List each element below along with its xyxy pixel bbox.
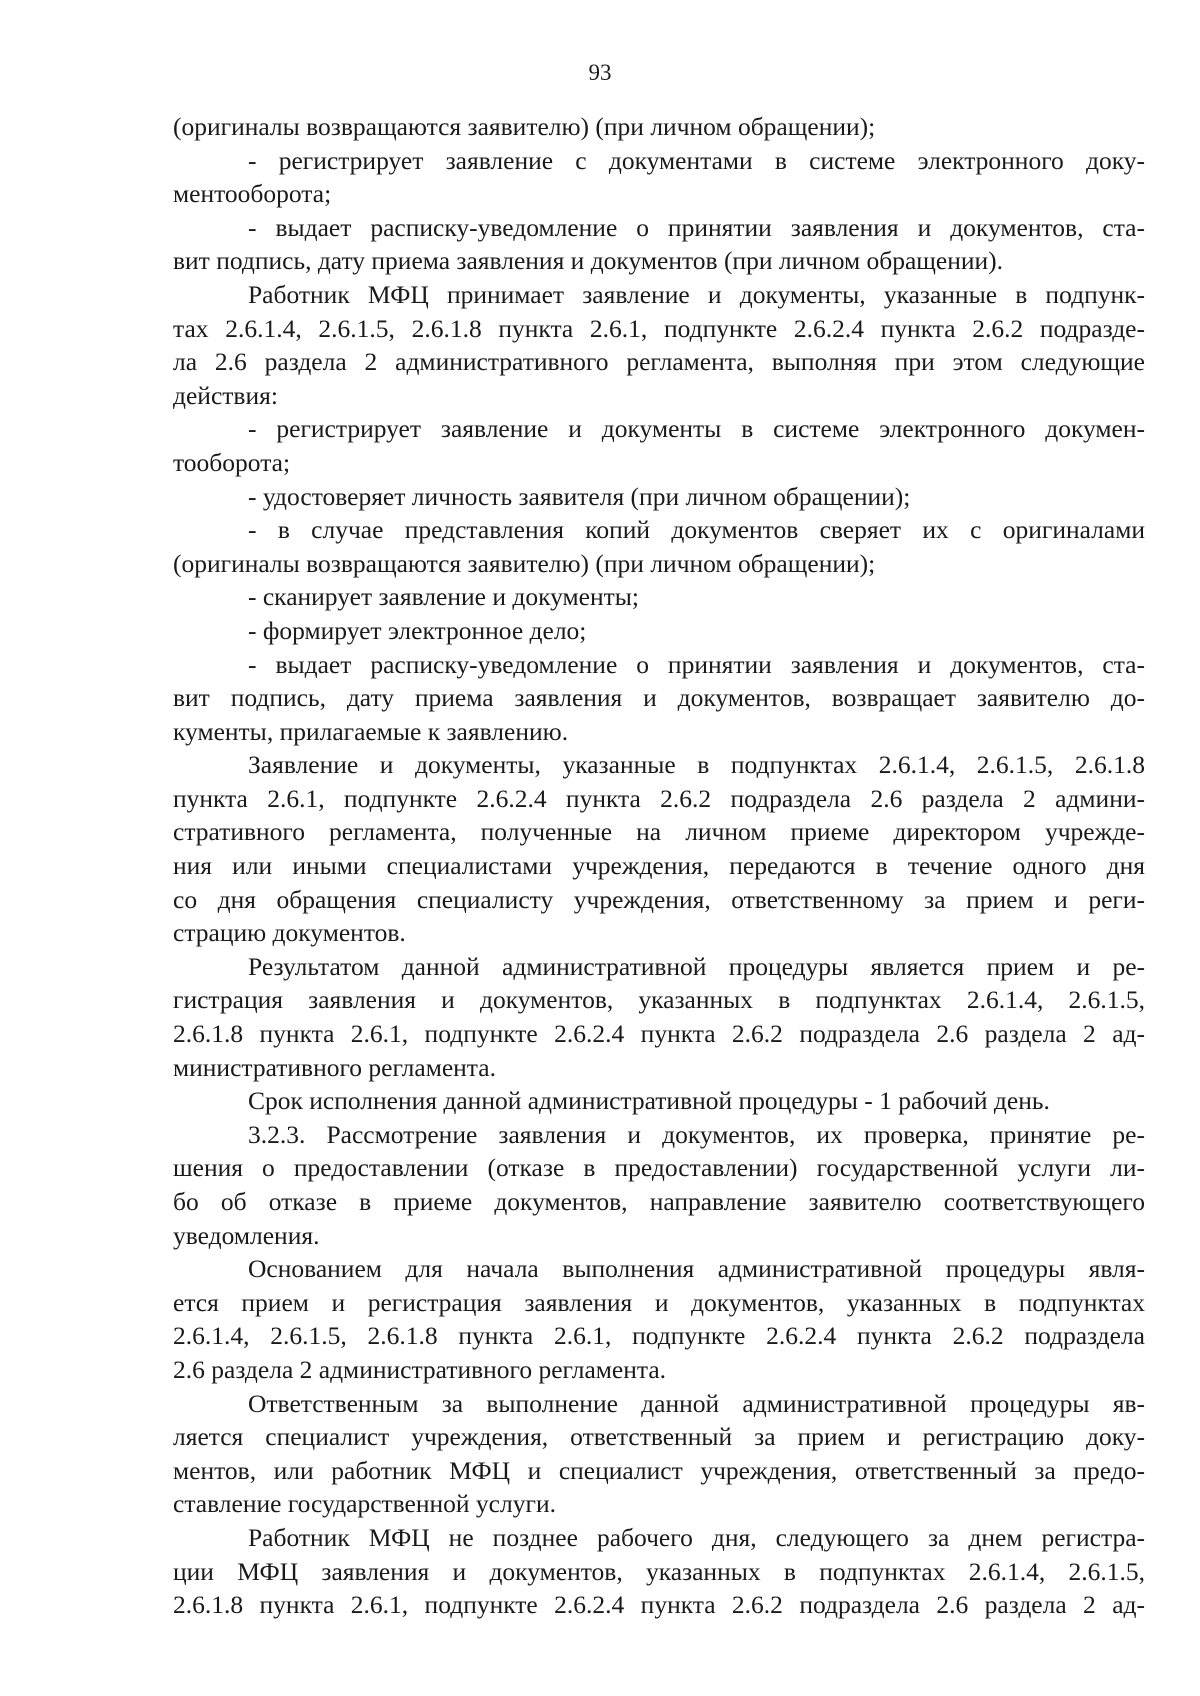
text-line: 2.6 раздела 2 административного регламента. xyxy=(173,1354,667,1384)
text-line: тах 2.6.1.4, 2.6.1.5, 2.6.1.8 пункта 2.6.1, подпункте 2.6.2.4 пункта 2.6.2 подразде- xyxy=(173,313,1145,343)
text-line: Ответственным за выполнение данной административной процедуры яв- xyxy=(248,1388,1145,1418)
paragraph xyxy=(173,278,1145,412)
text-line: пункта 2.6.1, подпункте 2.6.2.4 пункта 2.6.2 подраздела 2.6 раздела 2 админи- xyxy=(173,783,1145,813)
text-line: - формирует электронное дело; xyxy=(248,615,587,645)
text-line: стративного регламента, полученные на личном приеме директором учрежде- xyxy=(173,817,1145,847)
paragraph xyxy=(173,412,1145,479)
paragraph xyxy=(173,110,1145,144)
text-line: Срок исполнения данной административной процедуры - 1 рабочий день. xyxy=(248,1086,1050,1116)
text-line: уведомления. xyxy=(173,1220,320,1250)
text-line: Работник МФЦ принимает заявление и документы, указанные в подпунк- xyxy=(248,279,1145,309)
text-line: - сканирует заявление и документы; xyxy=(248,582,639,612)
paragraph xyxy=(173,1084,1145,1118)
text-line: бо об отказе в приеме документов, направление заявителю соответствующего xyxy=(173,1187,1145,1216)
text-line: 2.6.1.4, 2.6.1.5, 2.6.1.8 пункта 2.6.1, подпункте 2.6.2.4 пункта 2.6.2 подраздела xyxy=(173,1321,1145,1351)
text-line: гистрация заявления и документов, указанных в подпунктах 2.6.1.4, 2.6.1.5, xyxy=(173,985,1145,1015)
text-line: ментооборота; xyxy=(173,179,332,209)
text-line: Основанием для начала выполнения административной процедуры явля- xyxy=(248,1254,1145,1284)
text-line: 2.6.1.8 пункта 2.6.1, подпункте 2.6.2.4 пункта 2.6.2 подраздела 2.6 раздела 2 ад- xyxy=(173,1590,1145,1620)
text-line: ментов, или работник МФЦ и специалист учреждения, ответственный за предо- xyxy=(173,1455,1145,1485)
text-line: ется прием и регистрация заявления и документов, указанных в подпунктах xyxy=(173,1287,1145,1317)
paragraph xyxy=(173,1118,1145,1252)
text-line: (оригиналы возвращаются заявителю) (при личном обращении); xyxy=(173,112,876,141)
text-line: - выдает расписку-уведомление о принятии заявления и документов, ста- xyxy=(248,212,1145,242)
text-line: со дня обращения специалисту учреждения, ответственному за прием и реги- xyxy=(173,884,1145,914)
text-line: - регистрирует заявление и документы в системе электронного докумен- xyxy=(248,414,1145,444)
text-line: ла 2.6 раздела 2 административного регламента, выполняя при этом следующие xyxy=(173,347,1145,377)
text-line: действия: xyxy=(173,380,278,410)
text-line: - регистрирует заявление с документами в системе электронного доку- xyxy=(248,145,1145,175)
text-line: (оригиналы возвращаются заявителю) (при личном обращении); xyxy=(173,548,876,578)
text-line: министративного регламента. xyxy=(173,1052,496,1082)
paragraph xyxy=(173,1252,1145,1386)
text-line: ции МФЦ заявления и документов, указанных в подпунктах 2.6.1.4, 2.6.1.5, xyxy=(173,1556,1145,1586)
text-line: - удостоверяет личность заявителя (при личном обращении); xyxy=(248,481,911,511)
text-line: Работник МФЦ не позднее рабочего дня, следующего за днем регистра- xyxy=(248,1522,1145,1552)
text-line: вит подпись, дату приема заявления и документов (при личном обращении). xyxy=(173,246,1004,276)
text-line: - в случае представления копий документов сверяет их с оригиналами xyxy=(248,515,1145,545)
page-number: 93 xyxy=(588,60,612,85)
document-body xyxy=(173,110,1145,1622)
text-line: кументы, прилагаемые к заявлению. xyxy=(173,716,569,746)
paragraph xyxy=(173,480,1145,514)
paragraph xyxy=(173,748,1145,950)
text-line: 2.6.1.8 пункта 2.6.1, подпункте 2.6.2.4 пункта 2.6.2 подраздела 2.6 раздела 2 ад- xyxy=(173,1019,1145,1049)
text-line: 3.2.3. Рассмотрение заявления и документов, их проверка, принятие ре- xyxy=(248,1119,1145,1149)
text-line: ляется специалист учреждения, ответственный за прием и регистрацию доку- xyxy=(173,1422,1145,1452)
text-line: Заявление и документы, указанные в подпунктах 2.6.1.4, 2.6.1.5, 2.6.1.8 xyxy=(248,750,1145,780)
text-line: ния или иными специалистами учреждения, передаются в течение одного дня xyxy=(173,851,1145,881)
text-line: вит подпись, дату приема заявления и документов, возвращает заявителю до- xyxy=(173,683,1145,713)
paragraph xyxy=(173,648,1145,749)
paragraph xyxy=(173,144,1145,211)
paragraph xyxy=(173,1387,1145,1521)
paragraph xyxy=(173,211,1145,278)
text-line: шения о предоставлении (отказе в предоставлении) государственной услуги ли- xyxy=(173,1153,1145,1183)
text-line: ставление государственной услуги. xyxy=(173,1489,556,1519)
paragraph xyxy=(173,614,1145,648)
text-line: тооборота; xyxy=(173,447,291,477)
text-line: страцию документов. xyxy=(173,918,406,948)
text-line: Результатом данной административной процедуры является прием и ре- xyxy=(248,951,1145,981)
paragraph xyxy=(173,950,1145,1084)
paragraph xyxy=(173,580,1145,614)
text-line: - выдает расписку-уведомление о принятии заявления и документов, ста- xyxy=(248,649,1145,679)
paragraph xyxy=(173,1521,1145,1622)
paragraph xyxy=(173,513,1145,580)
